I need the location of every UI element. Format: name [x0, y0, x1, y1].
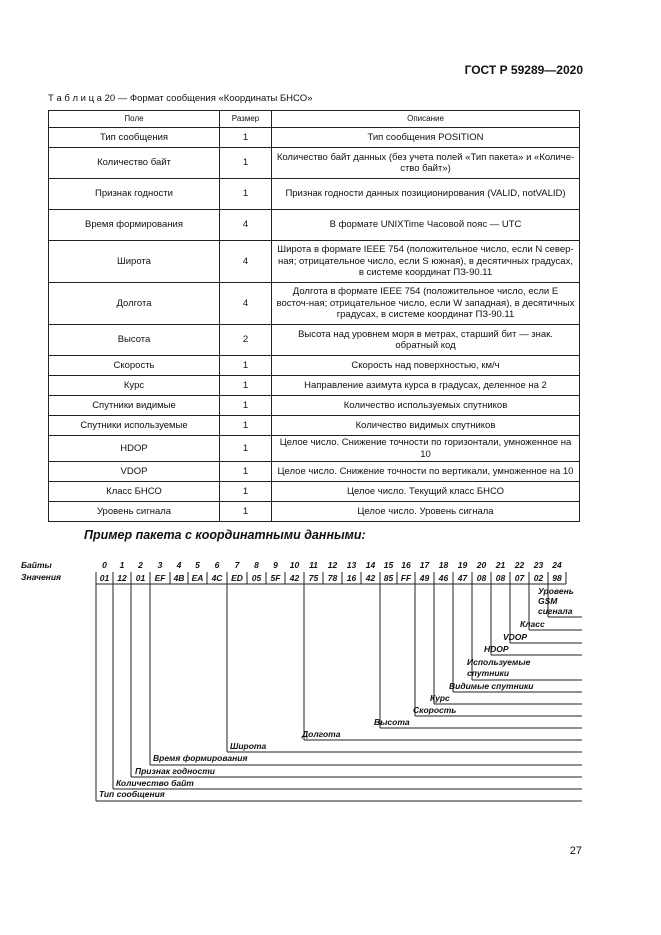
table-caption: Т а б л и ц а 20 — Формат сообщения «Координаты БНСО» [48, 93, 313, 104]
byte-number: 5 [195, 560, 200, 570]
field-cell: HDOP [49, 436, 220, 462]
description-cell: Количество используемых спутников [272, 396, 580, 416]
field-cell: Время формирования [49, 210, 220, 241]
byte-value: 78 [327, 573, 338, 583]
byte-value: ED [231, 573, 243, 583]
field-cell: Скорость [49, 356, 220, 376]
description-cell: Широта в формате IEEE 754 (положительное число, если N север-ная; отрицательное число, если S южная), в десятичных градусах, в системе координат ПЗ-90.11 [272, 241, 580, 283]
field-label: Широта [230, 741, 267, 751]
byte-number: 6 [214, 560, 220, 570]
field-label-line: спутники [467, 668, 510, 678]
description-cell: Целое число. Снижение точности по горизонтали, умноженное на 10 [272, 436, 580, 462]
field-cell: Долгота [49, 283, 220, 325]
field-label: Курс [430, 693, 450, 703]
byte-value: 46 [438, 573, 449, 583]
size-cell: 1 [220, 502, 272, 522]
field-cell: Высота [49, 325, 220, 356]
byte-value: 05 [251, 573, 262, 583]
column-header-field: Поле [49, 111, 220, 128]
size-cell: 1 [220, 376, 272, 396]
byte-value: 08 [495, 573, 506, 583]
field-cell: Класс БНСО [49, 482, 220, 502]
byte-number: 2 [138, 560, 143, 570]
byte-value: EA [191, 573, 204, 583]
byte-value: 07 [514, 573, 525, 583]
byte-value: FF [400, 573, 412, 583]
size-cell: 1 [220, 416, 272, 436]
field-label: Признак годности [135, 766, 215, 776]
field-label-line: GSM [538, 596, 558, 606]
description-cell: Долгота в формате IEEE 754 (положительное число, если E восточ-ная; отрицательное число, если W западная), в десятичных градусах, в системе координат ПЗ-90.11 [272, 283, 580, 325]
byte-value: 02 [533, 573, 544, 583]
field-cell: Уровень сигнала [49, 502, 220, 522]
field-cell: Широта [49, 241, 220, 283]
size-cell: 2 [220, 325, 272, 356]
field-cell: Количество байт [49, 148, 220, 179]
byte-value: EF [154, 573, 166, 583]
byte-number: 14 [365, 560, 376, 570]
byte-number: 18 [438, 560, 449, 570]
byte-value: 42 [289, 573, 300, 583]
field-label [467, 657, 531, 678]
field-label: Долгота [302, 729, 341, 739]
byte-number: 20 [476, 560, 487, 570]
field-label: Тип сообщения [99, 789, 165, 799]
field-cell: Курс [49, 376, 220, 396]
field-label-line: Уровень [538, 586, 574, 596]
field-label: VDOP [503, 632, 528, 642]
size-cell: 4 [220, 210, 272, 241]
field-cell: Тип сообщения [49, 128, 220, 148]
byte-number: 21 [495, 560, 506, 570]
description-cell: Высота над уровнем моря в метрах, старший бит — знак. обратный код [272, 325, 580, 356]
field-cell: Спутники видимые [49, 396, 220, 416]
description-cell: Количество видимых спутников [272, 416, 580, 436]
field-cell: Признак годности [49, 179, 220, 210]
size-cell: 1 [220, 436, 272, 462]
byte-number: 1 [119, 560, 125, 570]
size-cell: 1 [220, 482, 272, 502]
field-label: HDOP [484, 644, 509, 654]
byte-value: 98 [552, 573, 562, 583]
document-id: ГОСТ Р 59289—2020 [464, 63, 583, 77]
values-label: Значения [21, 572, 62, 582]
byte-value: 47 [457, 573, 468, 583]
size-cell: 4 [220, 283, 272, 325]
byte-number: 23 [533, 560, 544, 570]
description-cell: Целое число. Уровень сигнала [272, 502, 580, 522]
byte-number: 0 [102, 560, 107, 570]
column-header-size: Размер [220, 111, 272, 128]
description-cell: Количество байт данных (без учета полей «Тип пакета» и «Количе-ство байт») [272, 148, 580, 179]
byte-value: 42 [365, 573, 376, 583]
size-cell: 1 [220, 179, 272, 210]
field-label: Видимые спутники [449, 681, 534, 691]
description-cell: В формате UNIXTime Часовой пояс — UTC [272, 210, 580, 241]
column-header-description: Описание [272, 111, 580, 128]
byte-number: 19 [457, 560, 468, 570]
byte-number: 13 [346, 560, 357, 570]
byte-value: 49 [419, 573, 430, 583]
byte-number: 15 [383, 560, 394, 570]
byte-value: 01 [135, 573, 146, 583]
field-cell: Спутники используемые [49, 416, 220, 436]
field-label: Количество байт [116, 778, 194, 788]
field-label-line: сигнала [538, 606, 573, 616]
byte-number: 8 [254, 560, 259, 570]
description-cell: Целое число. Текущий класс БНСО [272, 482, 580, 502]
byte-number: 17 [419, 560, 430, 570]
byte-value: 5F [270, 573, 281, 583]
byte-number: 7 [234, 560, 240, 570]
byte-number: 22 [514, 560, 525, 570]
byte-value: 85 [383, 573, 394, 583]
page-number: 27 [569, 845, 582, 857]
field-label: Класс [520, 619, 545, 629]
size-cell: 1 [220, 396, 272, 416]
field-cell: VDOP [49, 462, 220, 482]
field-label [538, 586, 574, 616]
byte-number: 9 [273, 560, 278, 570]
description-cell: Скорость над поверхностью, км/ч [272, 356, 580, 376]
byte-value: 08 [476, 573, 487, 583]
size-cell: 1 [220, 148, 272, 179]
byte-value: 75 [308, 573, 319, 583]
byte-number: 16 [401, 560, 411, 570]
byte-value: 4C [211, 573, 223, 583]
size-cell: 1 [220, 128, 272, 148]
byte-number: 12 [327, 560, 338, 570]
byte-number: 3 [157, 560, 163, 570]
byte-number: 24 [552, 560, 562, 570]
description-cell: Направление азимута курса в градусах, деленное на 2 [272, 376, 580, 396]
example-title: Пример пакета с координатными данными: [84, 528, 366, 542]
size-cell: 1 [220, 356, 272, 376]
description-cell: Целое число. Снижение точности по вертикали, умноженное на 10 [272, 462, 580, 482]
byte-number: 10 [289, 560, 300, 570]
field-label-line: Используемые [467, 657, 531, 667]
description-cell: Тип сообщения POSITION [272, 128, 580, 148]
description-cell: Признак годности данных позиционирования (VALID, notVALID) [272, 179, 580, 210]
size-cell: 4 [220, 241, 272, 283]
field-label: Время формирования [153, 753, 248, 763]
size-cell: 1 [220, 462, 272, 482]
byte-value: 01 [99, 573, 110, 583]
field-label: Скорость [413, 705, 457, 715]
bytes-label: Байты [21, 560, 52, 570]
field-label: Высота [374, 717, 410, 727]
byte-value: 16 [346, 573, 357, 583]
byte-number: 11 [309, 560, 318, 570]
byte-value: 12 [117, 573, 127, 583]
byte-value: 4B [173, 573, 185, 583]
byte-number: 4 [176, 560, 182, 570]
